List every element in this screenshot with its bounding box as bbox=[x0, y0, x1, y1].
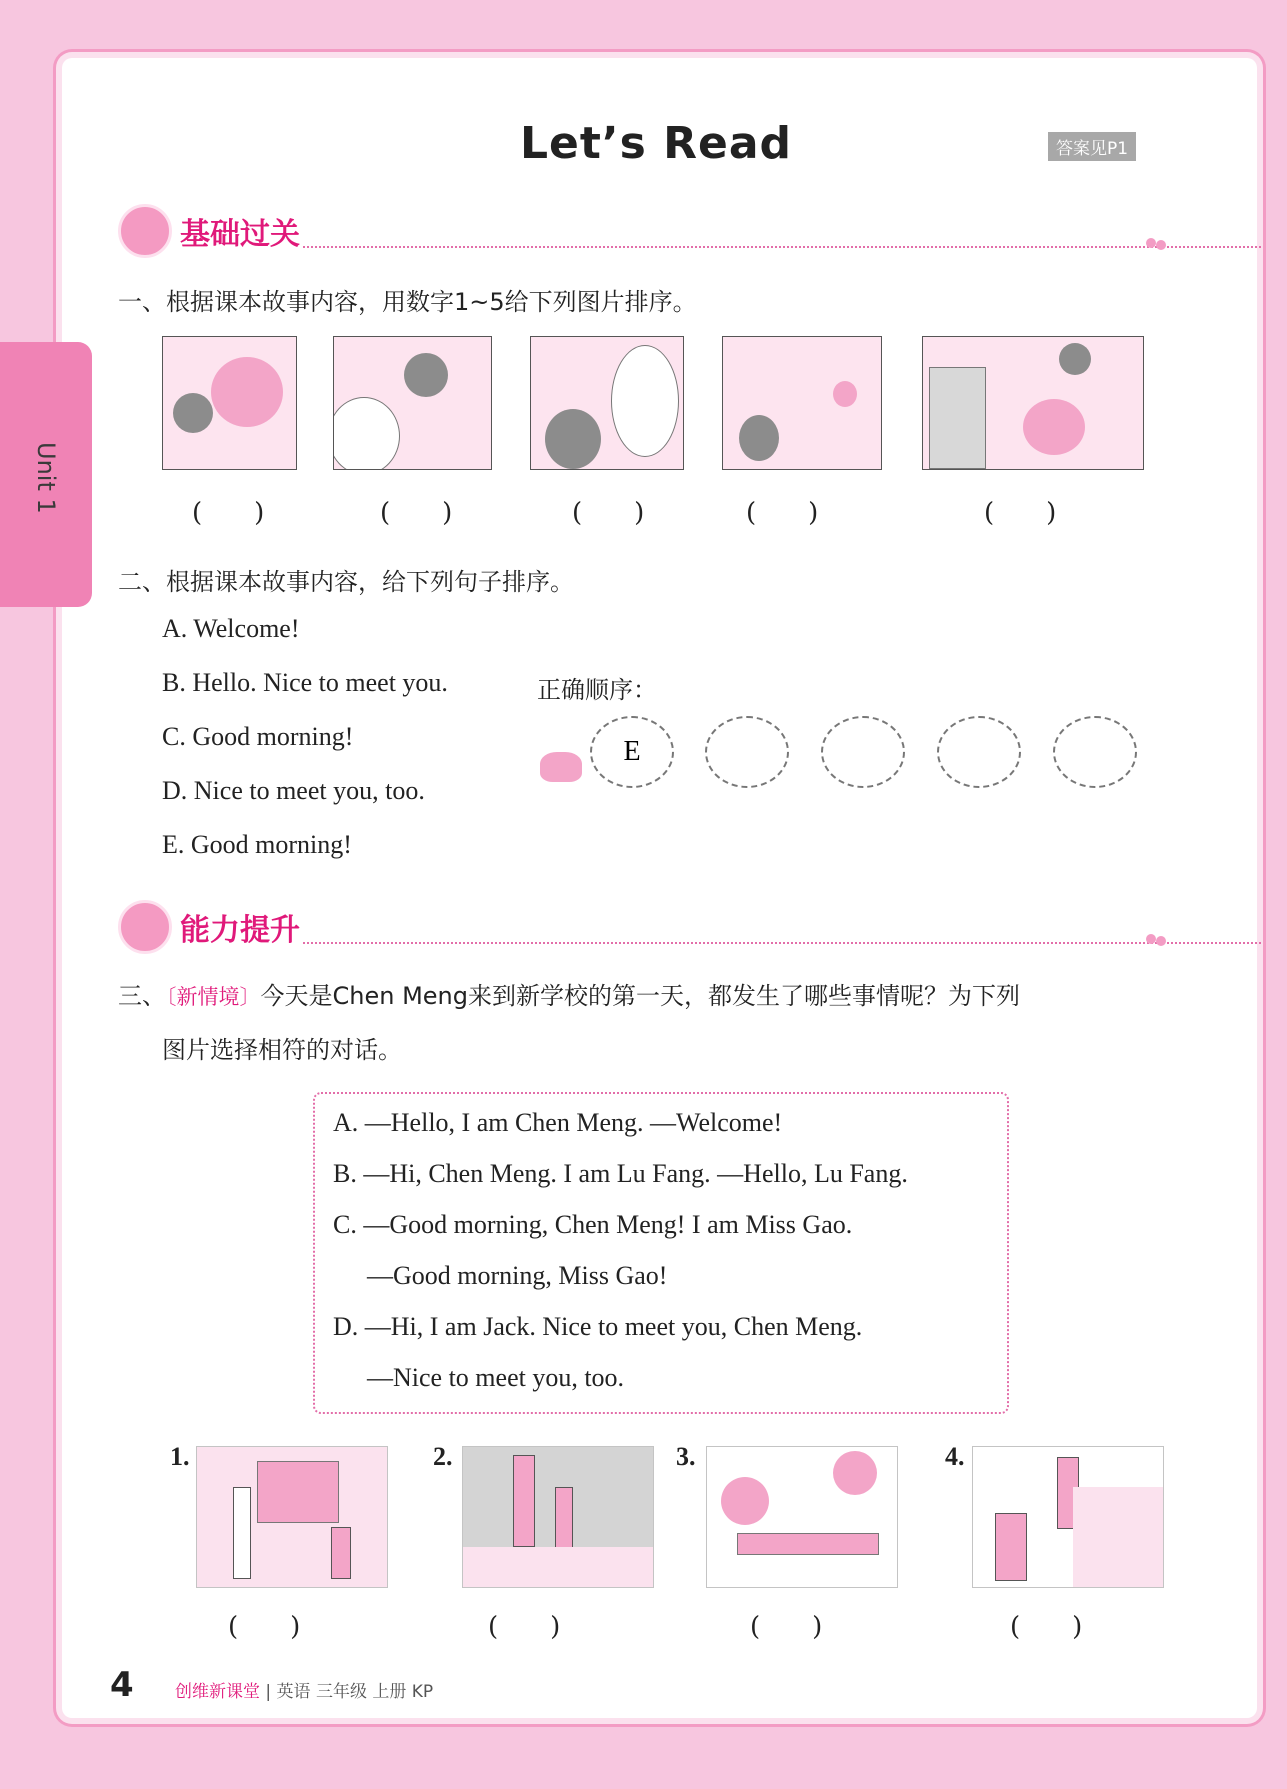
chick-icon bbox=[739, 415, 779, 461]
question-2-prompt: 二、根据课本故事内容，给下列句子排序。 bbox=[118, 568, 574, 596]
story-picture-1 bbox=[162, 336, 297, 470]
page-number: 4 bbox=[110, 1665, 134, 1705]
order-slot-2[interactable] bbox=[705, 716, 789, 788]
section-label: 基础过关 bbox=[180, 217, 300, 252]
cartoon-girl-icon bbox=[118, 900, 172, 954]
prompt-line-1: 今天是Chen Meng来到新学校的第一天，都发生了哪些事情呢？为下列 bbox=[260, 982, 1020, 1010]
scene-answer-blank-1[interactable]: ( ) bbox=[228, 1612, 301, 1642]
order-label: 正确顺序： bbox=[537, 676, 657, 704]
scene-answer-blank-3[interactable]: ( ) bbox=[750, 1612, 823, 1642]
sentence-c: C. Good morning! bbox=[162, 722, 354, 751]
cartoon-boy-icon bbox=[118, 204, 172, 258]
answer-blank-5[interactable]: ( ) bbox=[984, 498, 1057, 528]
unit-tab[interactable] bbox=[0, 342, 92, 607]
section-header-basic bbox=[118, 204, 1158, 254]
story-picture-2 bbox=[333, 336, 492, 470]
scene-number-2: 2. bbox=[433, 1442, 453, 1471]
story-picture-5 bbox=[922, 336, 1144, 470]
dialog-options-box bbox=[313, 1092, 1009, 1414]
dialog-option-c-reply: —Good morning, Miss Gao! bbox=[367, 1261, 668, 1290]
hen-icon bbox=[611, 345, 679, 457]
chick-icon bbox=[540, 752, 582, 782]
answer-blank-4[interactable]: ( ) bbox=[746, 498, 819, 528]
sentence-d: D. Nice to meet you, too. bbox=[162, 776, 425, 805]
chick-icon bbox=[404, 353, 448, 397]
girl-icon bbox=[555, 1487, 573, 1549]
students-icon bbox=[463, 1547, 653, 1587]
dotted-divider bbox=[303, 246, 1261, 248]
answer-blank-1[interactable]: ( ) bbox=[192, 498, 265, 528]
dots-icon bbox=[1146, 934, 1166, 948]
answer-blank-2[interactable]: ( ) bbox=[380, 498, 453, 528]
table-icon bbox=[737, 1533, 879, 1555]
question-number: 三、 bbox=[118, 982, 166, 1010]
stairs-icon bbox=[1073, 1487, 1163, 1587]
scene-number-3: 3. bbox=[676, 1442, 696, 1471]
answer-reference-badge: 答案见P1 bbox=[1048, 132, 1136, 161]
boy-icon bbox=[995, 1513, 1027, 1581]
dialog-option-a: A. —Hello, I am Chen Meng. —Welcome! bbox=[333, 1108, 783, 1137]
scene-picture-classroom bbox=[462, 1446, 654, 1588]
question-3-prompt-line-2: 图片选择相符的对话。 bbox=[162, 1036, 402, 1064]
teacher-icon bbox=[513, 1455, 535, 1547]
question-1-prompt: 一、根据课本故事内容，用数字1~5给下列图片排序。 bbox=[118, 288, 697, 316]
hen-icon bbox=[1023, 399, 1085, 455]
section-header-advanced bbox=[118, 900, 1158, 950]
dialog-option-d-reply: —Nice to meet you, too. bbox=[367, 1363, 625, 1392]
scene-picture-stairs bbox=[972, 1446, 1164, 1588]
footer-info bbox=[175, 1677, 433, 1702]
school-gate-icon bbox=[257, 1461, 339, 1523]
brand-name: 创维新课堂 bbox=[175, 1682, 260, 1702]
unit-tab-label: Unit 1 bbox=[32, 442, 60, 514]
hen-icon bbox=[211, 357, 283, 427]
chick-icon bbox=[173, 393, 213, 433]
hen-house-icon bbox=[929, 367, 986, 469]
order-slot-3[interactable] bbox=[821, 716, 905, 788]
answer-blank-3[interactable]: ( ) bbox=[572, 498, 645, 528]
girl-icon bbox=[331, 1527, 351, 1579]
dialog-option-b: B. —Hi, Chen Meng. I am Lu Fang. —Hello, Lu Fang. bbox=[333, 1159, 908, 1188]
sentence-e: E. Good morning! bbox=[162, 830, 352, 859]
dotted-divider bbox=[303, 942, 1261, 944]
order-slot-1[interactable]: E bbox=[590, 716, 674, 788]
sentence-a: A. Welcome! bbox=[162, 614, 300, 643]
story-picture-4 bbox=[722, 336, 882, 470]
order-slot-4[interactable] bbox=[937, 716, 1021, 788]
section-label: 能力提升 bbox=[180, 913, 300, 948]
chick-icon bbox=[545, 409, 601, 469]
chick-icon bbox=[1059, 343, 1091, 375]
sentence-b: B. Hello. Nice to meet you. bbox=[162, 668, 448, 697]
dialog-option-c: C. —Good morning, Chen Meng! I am Miss Gao. bbox=[333, 1210, 853, 1239]
scene-picture-school-gate bbox=[196, 1446, 388, 1588]
order-slot-5[interactable] bbox=[1053, 716, 1137, 788]
new-context-tag: 〔新情境〕 bbox=[166, 985, 261, 1009]
book-info: | 英语 三年级 上册 KP bbox=[265, 1682, 434, 1702]
girl-icon bbox=[721, 1477, 769, 1525]
scene-number-4: 4. bbox=[945, 1442, 965, 1471]
dialog-option-d: D. —Hi, I am Jack. Nice to meet you, Chen Meng. bbox=[333, 1312, 863, 1341]
teacher-icon bbox=[233, 1487, 251, 1579]
story-picture-3 bbox=[530, 336, 684, 470]
question-3-prompt bbox=[118, 976, 1020, 1011]
hen-head-icon bbox=[333, 397, 400, 470]
teacher-icon bbox=[833, 1451, 877, 1495]
scene-picture-table bbox=[706, 1446, 898, 1588]
pink-chick-icon bbox=[833, 381, 857, 407]
page-title: Let’s Read bbox=[520, 118, 793, 169]
dots-icon bbox=[1146, 238, 1166, 252]
scene-answer-blank-2[interactable]: ( ) bbox=[488, 1612, 561, 1642]
scene-answer-blank-4[interactable]: ( ) bbox=[1010, 1612, 1083, 1642]
scene-number-1: 1. bbox=[170, 1442, 190, 1471]
